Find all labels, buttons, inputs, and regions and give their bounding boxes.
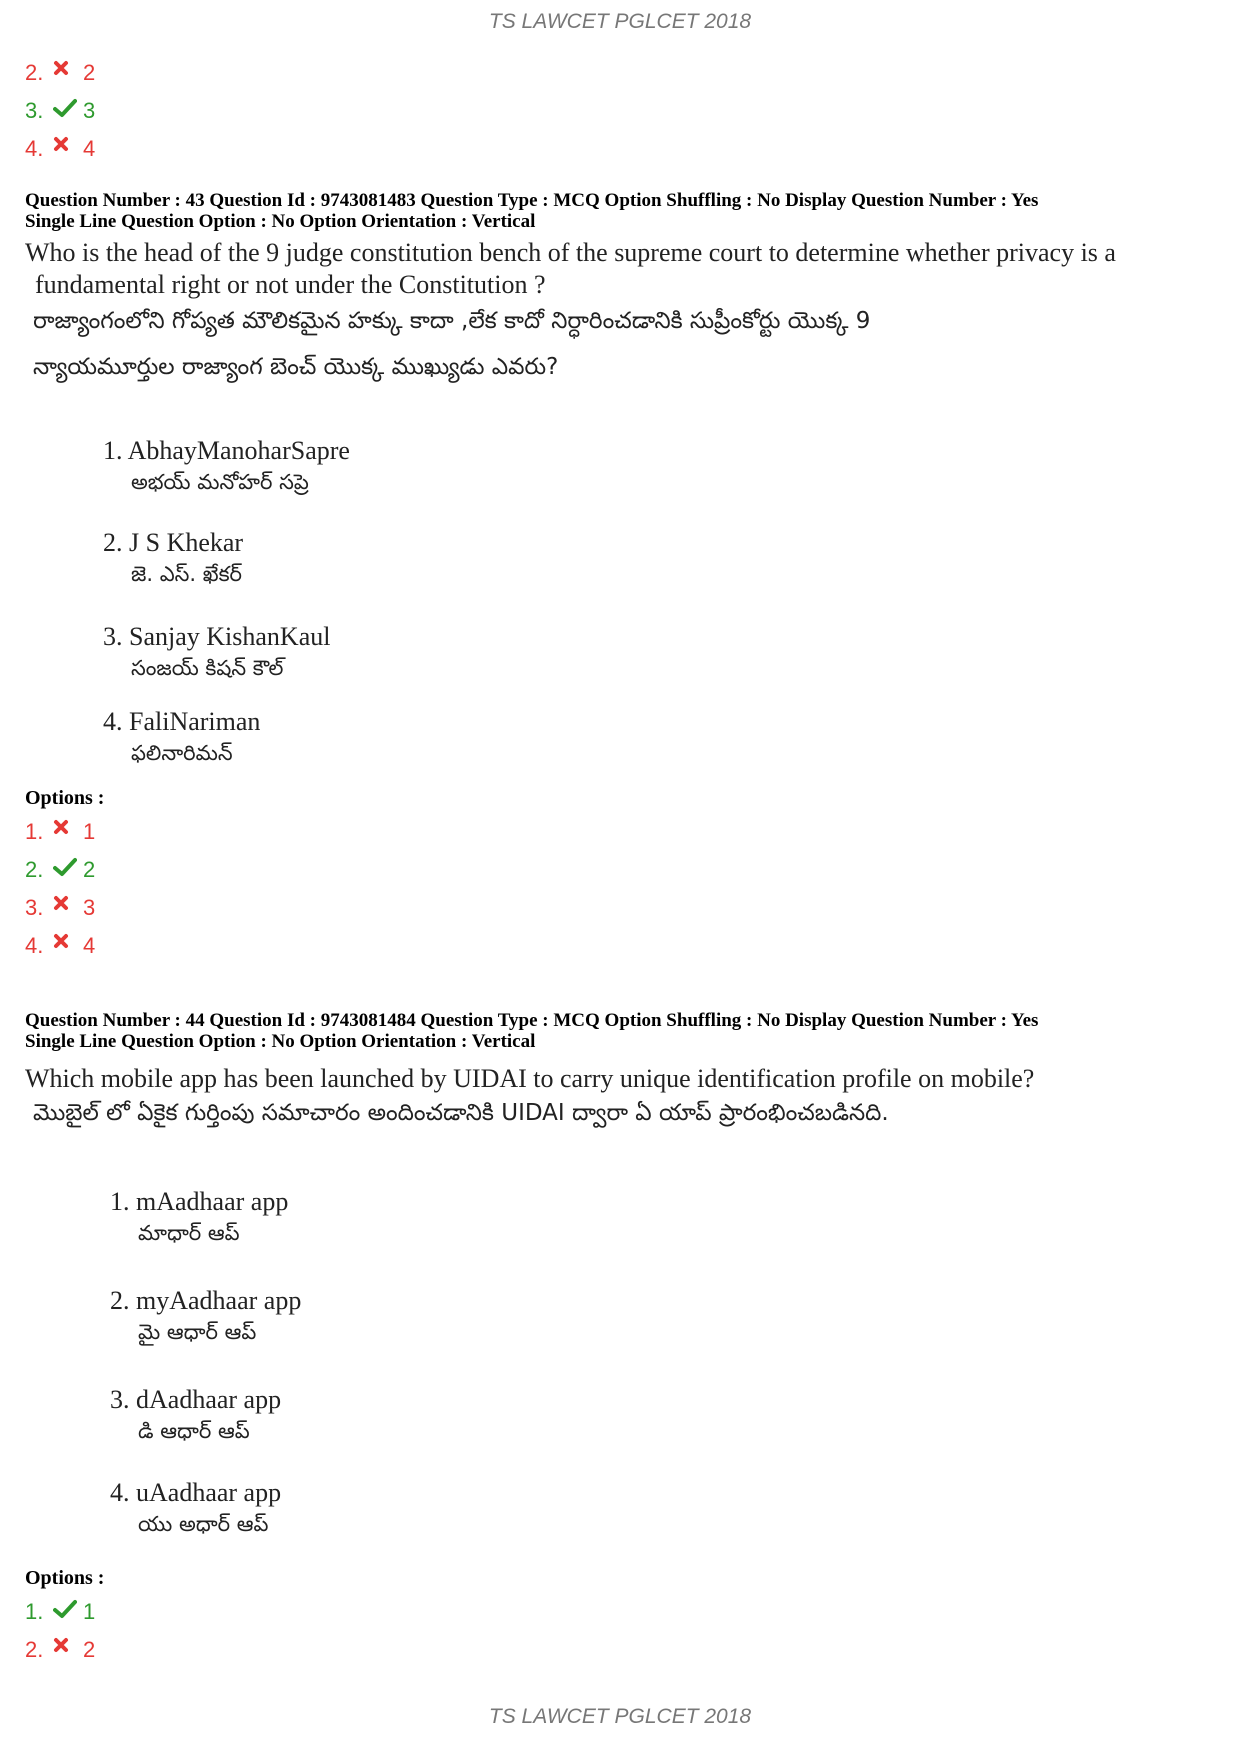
- option-result-row: [25, 1635, 95, 1665]
- q44-choice-en: 4. uAadhaar app: [110, 1478, 282, 1507]
- q44-choice-en: 3. dAadhaar app: [110, 1385, 282, 1414]
- q43-meta-line2: Single Line Question Option : No Option Orientation : Vertical: [25, 211, 536, 232]
- option-result-row: [25, 96, 95, 126]
- q44-choice: [110, 1187, 288, 1251]
- q44-options-label: Options :: [25, 1567, 105, 1589]
- option-value: 2: [83, 60, 96, 85]
- q44-choice-te: మై ఆధార్ ఆప్: [138, 1320, 257, 1344]
- option-number: 4.: [25, 136, 44, 161]
- q43-choice-en: 3. Sanjay KishanKaul: [103, 622, 331, 651]
- page-header: TS LAWCET PGLCET 2018: [488, 10, 752, 33]
- q44-meta-line2: Single Line Question Option : No Option Orientation : Vertical: [25, 1031, 536, 1052]
- q43-choice: [103, 436, 350, 500]
- page-footer: TS LAWCET PGLCET 2018: [488, 1705, 752, 1728]
- option-result-row: [25, 58, 95, 88]
- q44-question-te-1: మొబైల్ లో ఏకైక గుర్తింపు సమాచారం అందించడానికి UIDAI ద్వారా ఏ యాప్ ప్రారంభించబడినది.: [33, 1100, 889, 1126]
- option-number: 3.: [25, 98, 44, 123]
- q44-meta-line1: Question Number : 44 Question Id : 9743081484 Question Type : MCQ Option Shuffling : No Display Question Number : Yes: [25, 1010, 1039, 1031]
- option-value: 1: [83, 1599, 96, 1624]
- q43-choice-te: ఫలినారిమన్: [131, 741, 233, 765]
- cross-icon: [53, 814, 83, 840]
- option-value: 3: [83, 895, 96, 920]
- option-value: 4: [83, 933, 96, 958]
- option-value: 4: [83, 136, 96, 161]
- option-number: 2.: [25, 60, 44, 85]
- cross-icon: [53, 1632, 83, 1658]
- check-icon: [53, 854, 83, 880]
- q43-options-label: Options :: [25, 787, 105, 809]
- cross-icon: [53, 131, 83, 157]
- option-result-row: [25, 817, 95, 847]
- option-result-row: [25, 931, 95, 961]
- q43-question-en-2: fundamental right or not under the Constitution ?: [35, 270, 546, 299]
- q43-meta: [25, 190, 1225, 232]
- option-number: 2.: [25, 857, 44, 882]
- cross-icon: [53, 890, 83, 916]
- option-result-row: [25, 855, 95, 885]
- cross-icon: [53, 928, 83, 954]
- q43-choice-te: జె. ఎస్. ఖేకర్: [131, 562, 242, 586]
- q43-question-te-1: రాజ్యాంగంలోని గోప్యత మౌలికమైన హక్కు కాదా ,లేక కాదో నిర్ధారించడానికి సుప్రీంకోర్టు యొక్క 9: [33, 308, 871, 334]
- q43-choice: [103, 622, 330, 686]
- q43-question-en-1: Who is the head of the 9 judge constitution bench of the supreme court to determine whether privacy is a: [25, 238, 1116, 267]
- q44-choice: [110, 1385, 281, 1449]
- q43-meta-line1: Question Number : 43 Question Id : 9743081483 Question Type : MCQ Option Shuffling : No Display Question Number : Yes: [25, 190, 1039, 211]
- option-result-row: [25, 893, 95, 923]
- check-icon: [53, 95, 83, 121]
- q43-question: [25, 237, 1225, 383]
- q43-choice-en: 1. AbhayManoharSapre: [103, 436, 350, 465]
- q43-choice-te: అభయ్ మనోహర్ సప్రె: [131, 470, 309, 494]
- q43-choice-en: 2. J S Khekar: [103, 528, 244, 557]
- q43-choice-te: సంజయ్ కిషన్ కౌల్: [131, 656, 284, 680]
- check-icon: [53, 1596, 83, 1622]
- q44-choice: [110, 1286, 301, 1350]
- q43-choice-en: 4. FaliNariman: [103, 707, 261, 736]
- q43-choice: [103, 528, 243, 592]
- option-number: 1.: [25, 819, 44, 844]
- q43-choice: [103, 707, 260, 771]
- q43-question-te-2: న్యాయమూర్తుల రాజ్యాంగ బెంచ్ యొక్క ముఖ్యుడు ఎవరు?: [33, 354, 559, 380]
- cross-icon: [53, 55, 83, 81]
- q44-choice-te: మాధార్ ఆప్: [138, 1221, 240, 1245]
- option-number: 4.: [25, 933, 44, 958]
- option-number: 1.: [25, 1599, 44, 1624]
- option-value: 2: [83, 1637, 96, 1662]
- q44-meta: [25, 1010, 1225, 1052]
- option-number: 2.: [25, 1637, 44, 1662]
- option-number: 3.: [25, 895, 44, 920]
- q44-choice-en: 2. myAadhaar app: [110, 1286, 302, 1315]
- option-value: 2: [83, 857, 96, 882]
- option-result-row: [25, 1597, 95, 1627]
- q44-choice-te: డి ఆధార్ ఆప్: [138, 1419, 250, 1443]
- q44-choice-te: యు అధార్ ఆప్: [138, 1512, 269, 1536]
- q44-question-en-1: Which mobile app has been launched by UIDAI to carry unique identification profile on mobile?: [25, 1064, 1035, 1093]
- option-value: 3: [83, 98, 96, 123]
- q44-choice-en: 1. mAadhaar app: [110, 1187, 289, 1216]
- option-value: 1: [83, 819, 96, 844]
- option-result-row: [25, 134, 95, 164]
- q44-question: [25, 1063, 1225, 1129]
- q44-choice: [110, 1478, 281, 1542]
